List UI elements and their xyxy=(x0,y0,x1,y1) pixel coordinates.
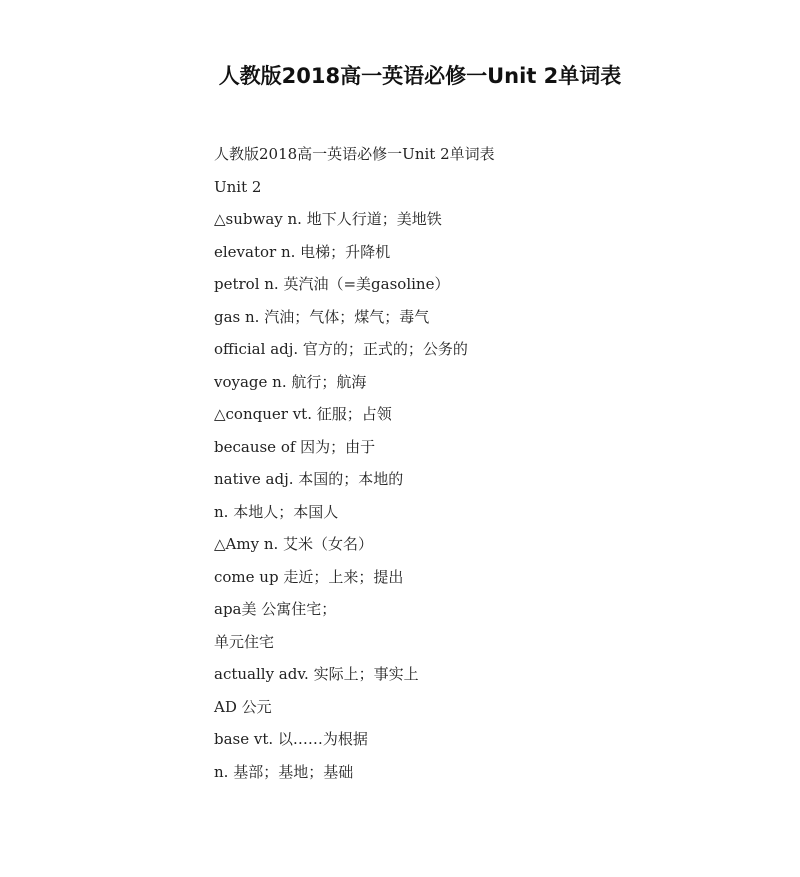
vocab-line: △subway n. 地下人行道；美地铁 xyxy=(214,210,442,228)
vocab-line: △conquer vt. 征服；占领 xyxy=(214,405,392,423)
vocab-line: n. 基部；基地；基础 xyxy=(214,762,354,781)
vocab-line: official adj. 官方的；正式的；公务的 xyxy=(214,340,468,358)
vocab-line: petrol n. 英汽油（=美gasoline） xyxy=(214,275,450,293)
vocab-line: Unit 2 xyxy=(214,177,262,196)
vocab-line: gas n. 汽油；气体；煤气；毒气 xyxy=(214,307,430,326)
vocab-line: △Amy n. 艾米（女名） xyxy=(214,535,374,553)
vocabulary-list xyxy=(214,143,495,793)
document-title: 人教版2018高一英语必修一Unit 2单词表 xyxy=(218,64,622,88)
vocab-line: native adj. 本国的；本地的 xyxy=(214,470,404,488)
vocab-line: apa美 公寓住宅； xyxy=(214,600,337,618)
vocab-line: actually adv. 实际上；事实上 xyxy=(214,665,419,683)
vocab-line: come up 走近；上来；提出 xyxy=(214,567,404,586)
vocab-line: 人教版2018高一英语必修一Unit 2单词表 xyxy=(214,145,495,163)
vocab-line: AD 公元 xyxy=(214,697,272,716)
vocab-line: base vt. 以……为根据 xyxy=(214,730,368,748)
vocab-line: because of 因为；由于 xyxy=(214,437,376,456)
vocab-line: n. 本地人；本国人 xyxy=(214,502,339,521)
vocab-line: elevator n. 电梯；升降机 xyxy=(214,242,391,261)
vocab-line: 单元住宅 xyxy=(214,632,275,651)
vocab-line: voyage n. 航行；航海 xyxy=(214,372,367,391)
